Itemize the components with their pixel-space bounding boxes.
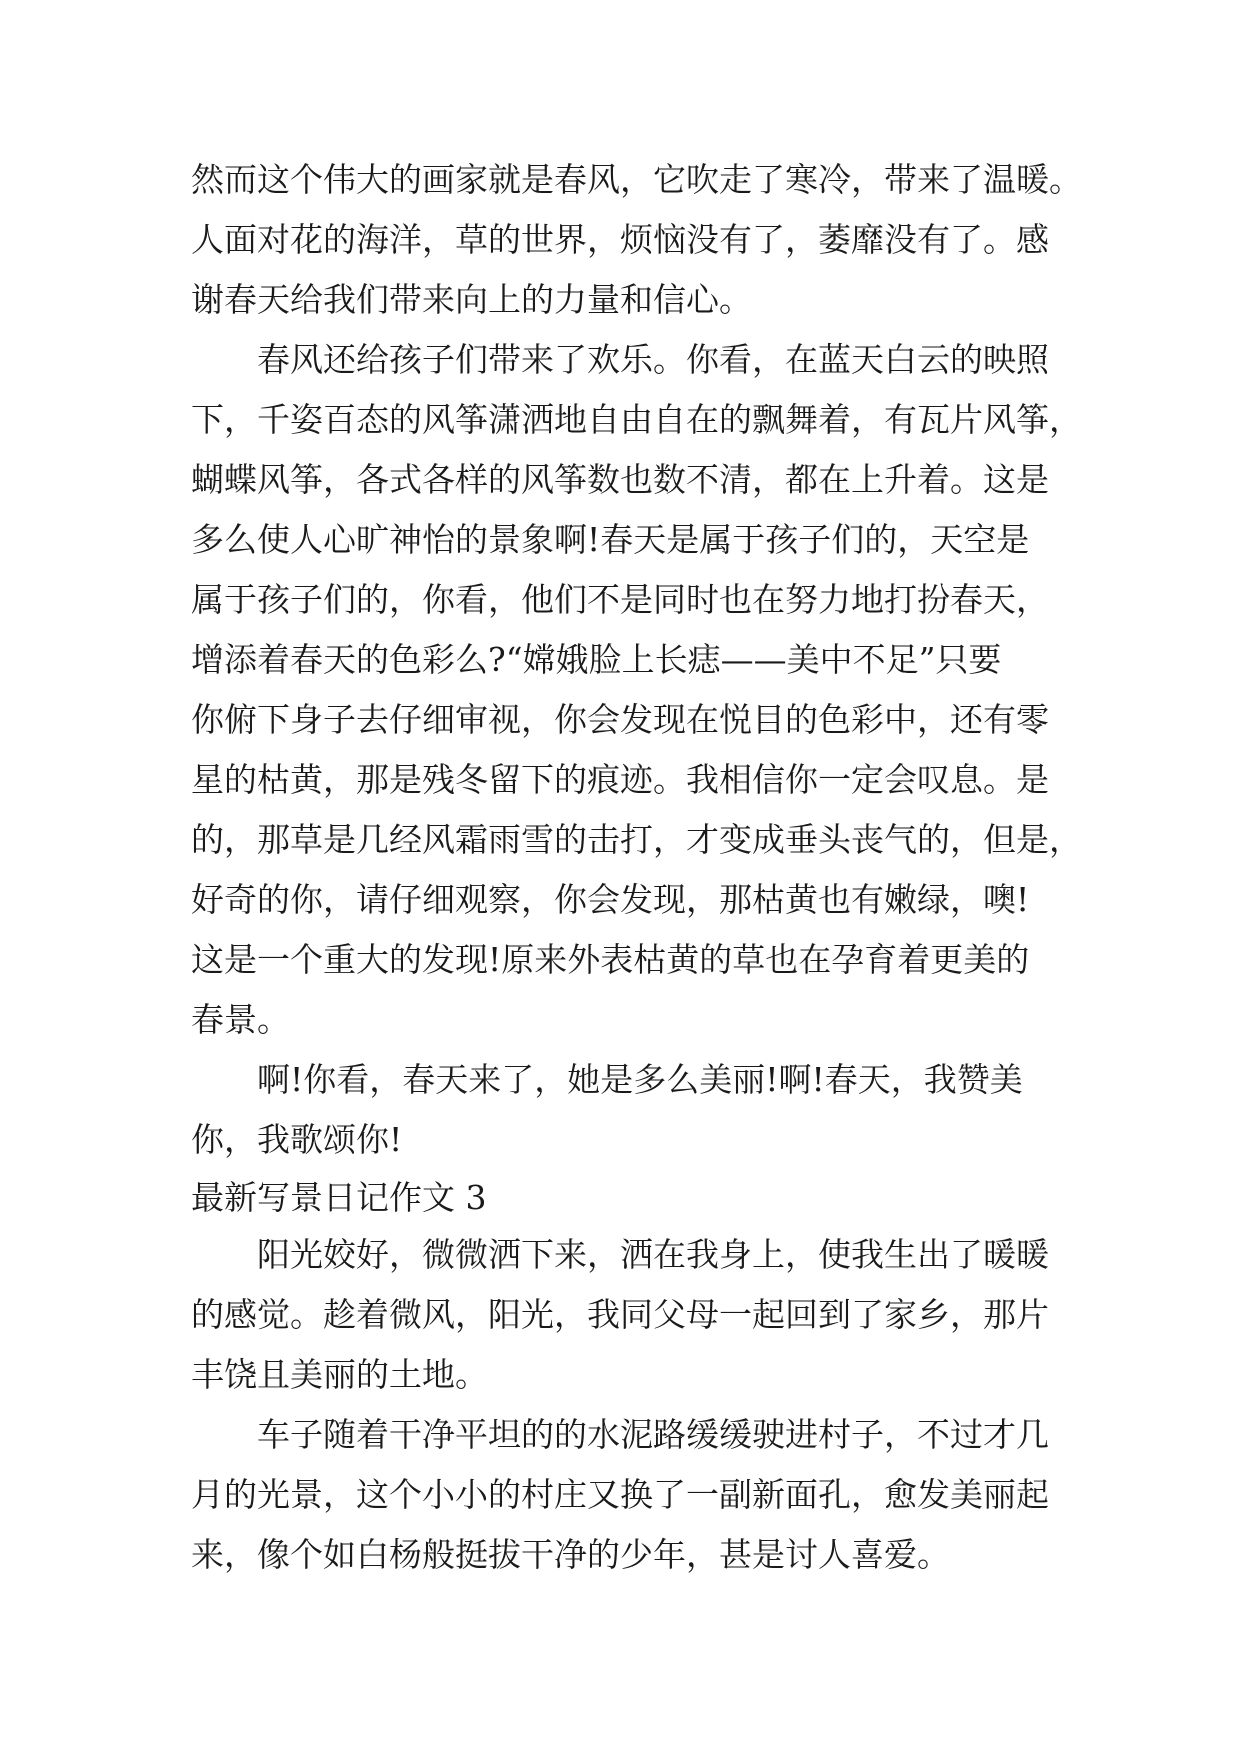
text-line: 多么使人心旷神怡的景象啊!春天是属于孩子们的，天空是 xyxy=(191,520,1030,559)
paragraph xyxy=(191,1405,1071,1585)
text-line: 下，千姿百态的风筝潇洒地自由自在的飘舞着，有瓦片风筝， xyxy=(191,400,1082,439)
paragraph xyxy=(191,1050,1071,1170)
text-line: 这是一个重大的发现!原来外表枯黄的草也在孕育着更美的 xyxy=(191,940,1030,979)
text-line: 啊!你看，春天来了，她是多么美丽!啊!春天，我赞美 xyxy=(257,1060,1023,1099)
text-line: 月的光景，这个小小的村庄又换了一副新面孔，愈发美丽起 xyxy=(191,1475,1049,1514)
paragraph xyxy=(191,330,1082,1050)
paragraph xyxy=(191,150,1082,330)
section-title xyxy=(191,1170,1071,1225)
text-line: 春风还给孩子们带来了欢乐。你看，在蓝天白云的映照 xyxy=(257,340,1049,379)
text-line: 来，像个如白杨般挺拔干净的少年，甚是讨人喜爱。 xyxy=(191,1535,950,1574)
text-line: 蝴蝶风筝，各式各样的风筝数也数不清，都在上升着。这是 xyxy=(191,460,1049,499)
paragraph xyxy=(191,1225,1071,1405)
text-line: 星的枯黄，那是残冬留下的痕迹。我相信你一定会叹息。是 xyxy=(191,760,1049,799)
text-line: 你俯下身子去仔细审视，你会发现在悦目的色彩中，还有零 xyxy=(191,700,1049,739)
document-body xyxy=(191,150,1082,1585)
text-line: 春景。 xyxy=(191,1000,290,1039)
text-line: 然而这个伟大的画家就是春风，它吹走了寒冷，带来了温暖。 xyxy=(191,160,1082,199)
text-line: 的，那草是几经风霜雨雪的击打，才变成垂头丧气的，但是， xyxy=(191,820,1082,859)
text-line: 增添着春天的色彩么?“嫦娥脸上长痣——美中不足”只要 xyxy=(191,640,1002,679)
text-line: 好奇的你，请仔细观察，你会发现，那枯黄也有嫩绿，噢! xyxy=(191,880,1030,919)
text-line: 阳光姣好，微微洒下来，洒在我身上，使我生出了暖暖 xyxy=(257,1235,1049,1274)
text-line: 谢春天给我们带来向上的力量和信心。 xyxy=(191,280,752,319)
text-line: 人面对花的海洋，草的世界，烦恼没有了，萎靡没有了。感 xyxy=(191,220,1049,259)
text-line: 车子随着干净平坦的的水泥路缓缓驶进村子，不过才几 xyxy=(257,1415,1049,1454)
text-line: 你，我歌颂你! xyxy=(191,1120,403,1159)
section-title-text: 最新写景日记作文 3 xyxy=(191,1178,487,1217)
text-line: 的感觉。趁着微风，阳光，我同父母一起回到了家乡，那片 xyxy=(191,1295,1049,1334)
text-line: 属于孩子们的，你看，他们不是同时也在努力地打扮春天， xyxy=(191,580,1049,619)
text-line: 丰饶且美丽的土地。 xyxy=(191,1355,488,1394)
